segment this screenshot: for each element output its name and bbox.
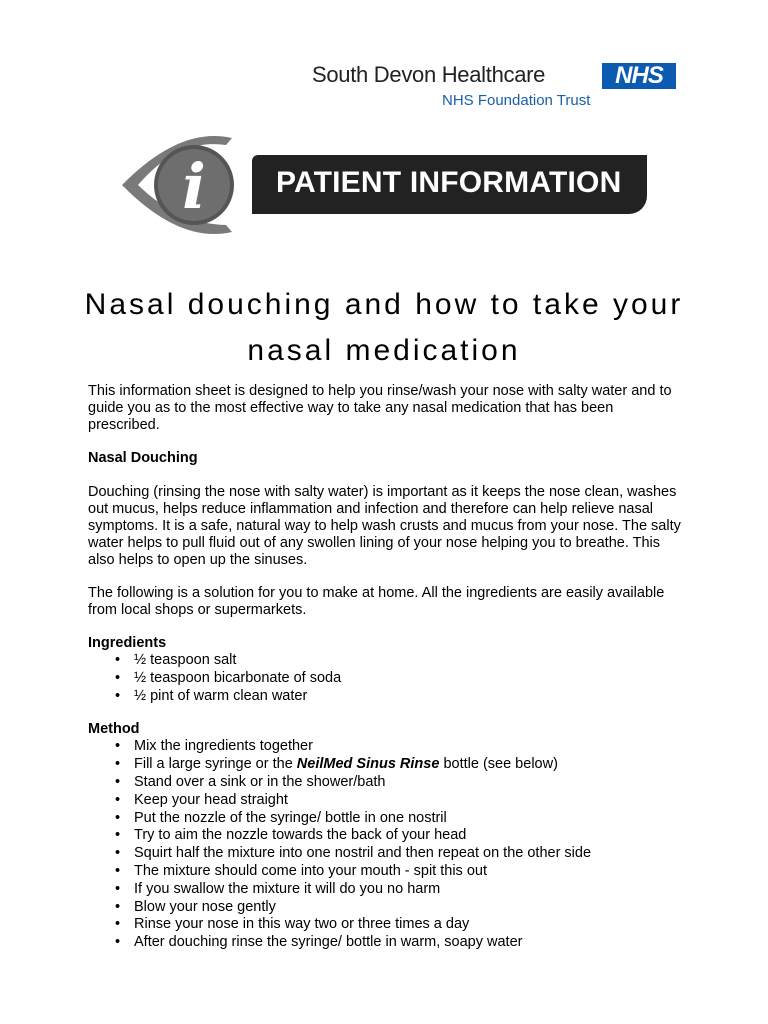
list-item: • Try to aim the nozzle towards the back of your head [115, 827, 467, 844]
bullet: • [115, 916, 121, 933]
bullet: • [115, 880, 121, 897]
product-name: NeilMed Sinus Rinse [296, 756, 440, 773]
document-body [88, 383, 688, 968]
ingredients-list [88, 652, 688, 705]
list-item: • ½ teaspoon bicarbonate of soda [115, 669, 342, 686]
list-item: • Squirt half the mixture into one nostril and then repeat on the other side [115, 845, 592, 862]
organisation-name: South Devon Healthcare [312, 62, 546, 87]
list-item: • ½ teaspoon salt [115, 652, 237, 668]
info-icon [120, 128, 250, 240]
banner-title: PATIENT INFORMATION [276, 166, 622, 199]
list-item: • If you swallow the mixture it will do you no harm [115, 880, 441, 897]
bullet: • [115, 756, 121, 773]
organisation-header [312, 62, 678, 112]
document-title: Nasal douching and how to take your nasal medication [84, 288, 684, 367]
list-item: • ½ pint of warm clean water [115, 687, 308, 704]
bullet: • [115, 862, 121, 879]
method-list [88, 738, 688, 952]
list-item: • After douching rinse the syringe/ bottle in warm, soapy water [115, 934, 523, 951]
list-item: • Mix the ingredients together [115, 738, 313, 755]
ingredients-heading: Ingredients [88, 635, 167, 651]
bullet: • [115, 791, 121, 808]
list-item: • Stand over a sink or in the shower/bath [115, 773, 386, 790]
bullet: • [115, 898, 121, 915]
organisation-subtitle: NHS Foundation Trust [442, 92, 591, 109]
list-item: • Rinse your nose in this way two or three times a day [115, 916, 470, 933]
bullet: • [115, 845, 121, 862]
bullet: • [115, 773, 121, 790]
list-item: • Put the nozzle of the syringe/ bottle in one nostril [115, 809, 447, 826]
list-item: • Blow your nose gently [115, 898, 276, 915]
douching-paragraph: Douching (rinsing the nose with salty water) is important as it keeps the nose clean, washes out mucus, helps reduce inflammation and infection and therefore can help relieve nasal symptoms. It is a safe, natural way to help wash crusts and mucus from your nose. The salty water helps to pull fluid out of any swollen lining of your nose helping you to breathe. This also helps to open up the sinuses. [88, 484, 681, 568]
bullet: • [115, 809, 121, 826]
list-item: • Fill a large syringe or the NeilMed Sinus Rinse bottle (see below) [115, 756, 558, 773]
intro-paragraph: This information sheet is designed to help you rinse/wash your nose with salty water and to guide you as to the most effective way to take any nasal medication that has been prescribed. [88, 383, 672, 433]
bullet: • [115, 738, 121, 755]
section-heading: Nasal Douching [88, 450, 198, 466]
info-letter: i [182, 150, 206, 223]
list-item: • Keep your head straight [115, 791, 288, 808]
bullet: • [115, 827, 121, 844]
solution-paragraph: The following is a solution for you to make at home. All the ingredients are easily available from local shops or supermarkets. [88, 585, 665, 618]
nhs-logo: NHS [602, 63, 676, 89]
bullet: • [115, 934, 121, 951]
bullet: • [115, 652, 121, 668]
method-heading: Method [88, 721, 140, 738]
bullet: • [115, 687, 121, 704]
bullet: • [115, 669, 121, 686]
list-item: • The mixture should come into your mouth - spit this out [115, 862, 487, 879]
